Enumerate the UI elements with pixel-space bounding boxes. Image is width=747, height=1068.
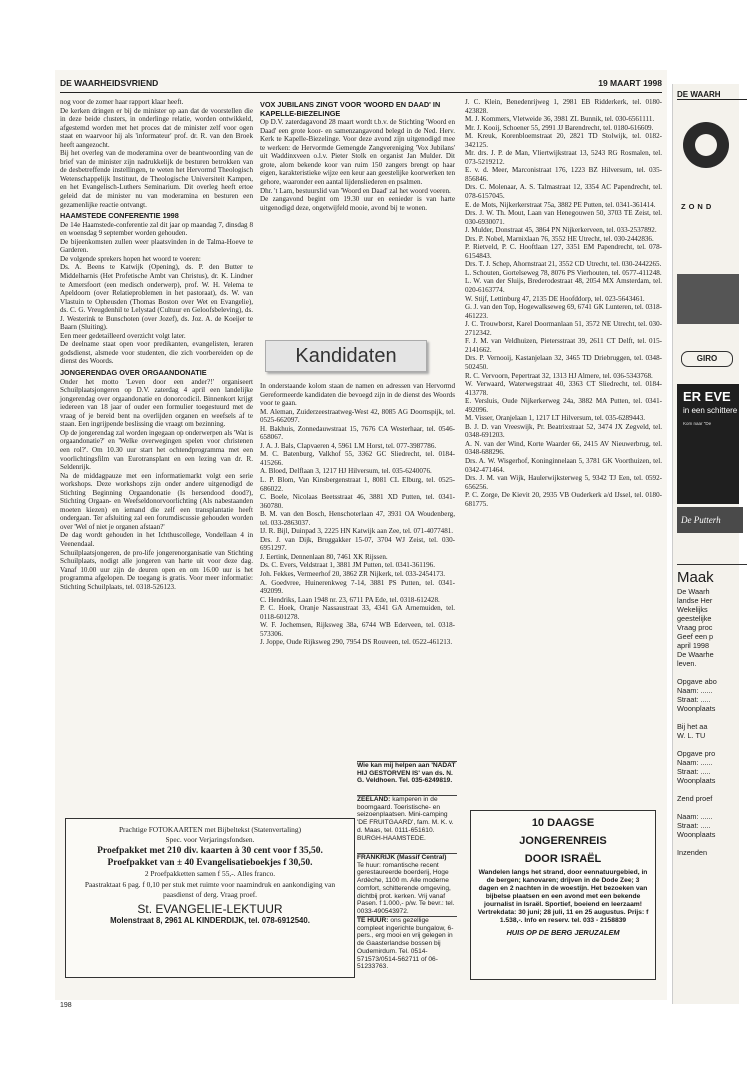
paragraph: Drs. T. J. Schep, Ahornstraat 21, 3552 CD Utrecht, tel. 030-2442265. bbox=[465, 260, 662, 269]
section-heading: HAAMSTEDE CONFERENTIE 1998 bbox=[60, 211, 179, 221]
text-line bbox=[677, 839, 747, 848]
promo-address: Molenstraat 8, 2961 AL KINDERDIJK, tel. 078-6912540. bbox=[110, 916, 310, 926]
next-page-ad-subtitle: in een schittere bbox=[683, 406, 738, 415]
paragraph: J. C. Trouwborst, Karel Doormanlaan 51, 3572 NE Utrecht, tel. 030-2712342. bbox=[465, 320, 662, 337]
paragraph: C. Hendriks, Laan 1948 nr. 23, 6711 PA Ede, tel. 0318-612428. bbox=[260, 595, 440, 604]
paragraph: Ds. C. Evers, Veldstraat 1, 3881 JM Putten, tel. 0341-361196. bbox=[260, 561, 435, 570]
paragraph: E. de Mots, Nijkerkerstraat 75a, 3882 PE Putten, tel. 0341-361414. bbox=[465, 200, 656, 209]
fotokaarten-ad bbox=[65, 818, 355, 978]
paragraph: E. Versluis, Oude Nijkerkerweg 24a, 3882 MA Putten, tel. 0341-492096. bbox=[465, 397, 662, 414]
ad-text: Te huur: romantische recent gerestaureerde boerderij, Hoge Ardèche, 1100 m. Alle moderne comfort, schitterende omgeving, dichtbij prot. kerken. Vrij vanaf Pasen. f 1.000,- p/w. Te bevr.: tel. 0033-490543972. bbox=[357, 861, 455, 915]
text-line: Naam: ...... bbox=[677, 812, 713, 821]
paragraph: nog voor de zomer haar rapport klaar heeft. bbox=[60, 98, 184, 106]
paragraph: L. W. van der Sluijs, Brederodestraat 48, 2054 MX Amsterdam, tel. 020-6163774. bbox=[465, 277, 662, 295]
text-line: Inzenden bbox=[677, 848, 708, 857]
page-number: 198 bbox=[60, 1002, 72, 1009]
kandidaten-list-b bbox=[465, 98, 662, 800]
text-line bbox=[677, 785, 747, 794]
paragraph: De deelname staat open voor predikanten, evangelisten, leraren godsdienst, alsmede voor studenten, die zich voorbereiden op de dienst des Woords. bbox=[60, 340, 253, 366]
paragraph: De zangavond begint om 19.30 uur en eenieder is van harte uitgenodigd deze, ongetwijfeld mooie, avond bij te wonen. bbox=[260, 195, 455, 212]
promo-line-3: Proefpakket met 210 div. kaarten à 30 cent voor f 35,50. bbox=[97, 846, 323, 857]
paragraph: In onderstaande kolom staan de namen en adressen van Hervormd Gereformeerde kandidaten die bevoegd zijn in de dienst des Woords voor te gaan. bbox=[260, 382, 455, 408]
paragraph: C. Boele, Nicolaas Beetsstraat 46, 3881 XD Putten, tel. 0341-360780. bbox=[260, 493, 455, 510]
paragraph: Drs. C. Molenaar, A. S. Talmastraat 12, 3354 AC Papendrecht, tel. 078-6157045. bbox=[465, 183, 662, 201]
maak-lines bbox=[677, 587, 747, 857]
paragraph: W. Stijf, Lettinburg 47, 2135 DE Hoofddorp, tel. 023-5643461. bbox=[465, 294, 645, 303]
ad-heading: TE HUUR: bbox=[357, 917, 389, 924]
paragraph: M. Aleman, Zuiderzeestraatweg-West 42, 8085 AG Doornspijk, tel. 0525-662097. bbox=[260, 407, 455, 425]
next-page-edge bbox=[672, 84, 739, 1004]
issue-date: 19 MAART 1998 bbox=[598, 78, 662, 88]
text-line: Woonplaats bbox=[677, 776, 716, 785]
tour-title-2: JONGERENREIS bbox=[519, 835, 607, 847]
paragraph: B. M. van den Bosch, Henschoterlaan 47, 3931 OA Woudenberg, tel. 033-2863037. bbox=[260, 510, 455, 527]
text-line: De Waarhe bbox=[677, 650, 714, 659]
paragraph: L. P. Blom, Van Kinsbergenstraat 1, 8081 CL Elburg, tel. 0525-686022. bbox=[260, 476, 455, 493]
paragraph: A. Bloed, Delflaan 3, 1217 HJ Hilversum, tel. 035-6240076. bbox=[260, 467, 432, 476]
paragraph: J. Eertink, Dennenlaan 80, 7461 XK Rijssen. bbox=[260, 552, 388, 561]
paragraph: Mr. drs. J. P. de Man, Vliertwijkstraat 13, 5243 RG Rosmalen, tel. 073-5219212. bbox=[465, 149, 662, 166]
paragraph: A. N. van der Wind, Korte Waarder 66, 2415 AV Nieuwerbrug, tel. 0348-688296. bbox=[465, 439, 662, 457]
paragraph: M. J. Kommers, Vletweide 36, 3981 ZL Bunnik, tel. 030-6561111. bbox=[465, 115, 655, 124]
classified-ad-zeeland bbox=[357, 795, 457, 846]
paragraph: Drs. J. W. Th. Mout, Laan van Henegouwen 50, 3703 TE Zeist, tel. 030-6930071. bbox=[465, 209, 662, 226]
text-line: Zend proef bbox=[677, 794, 713, 803]
paragraph: Op de jongerendag zal worden ingegaan op onderwerpen als 'Wat is orgaandonatie?' en 'Welke overwegingen spelen voor christenen een rol?'. Om 10.30 uur start het ochtendprogramma met een voorlichtingsfilm van Eurotransplant en een lezing van dr. R. Seldenrijk. bbox=[60, 428, 253, 472]
ad-text: kamperen in de boomgaard. Toeristische- en seizoenplaatsen. Mini-camping 'DE FRUITGAARD', fam. M. K. v. d. Maas, tel. 0111-651610. BURGH-HAAMSTEDE. bbox=[357, 796, 454, 842]
text-line: Geef een p bbox=[677, 632, 714, 641]
paragraph: M. Kreuk, Korenbloemstraat 20, 2821 TD Stolwijk, tel. 0182-342125. bbox=[465, 132, 662, 149]
text-line: geestelijke bbox=[677, 614, 712, 623]
next-page-header: DE WAARH bbox=[677, 90, 747, 100]
tour-organizer: HUIS OP DE BERG JERUZALEM bbox=[506, 928, 620, 937]
israel-tour-ad bbox=[470, 810, 656, 980]
paragraph: Drs. A. W. Wisgerhof, Koninginnelaan 5, 3781 GK Voorthuizen, tel. 0342-471464. bbox=[465, 456, 662, 474]
text-line bbox=[677, 803, 747, 812]
text-line bbox=[677, 668, 747, 677]
paragraph: M. Visser, Oranjelaan 1, 1217 LT Hilversum, tel. 035-6289443. bbox=[465, 414, 646, 423]
promo-line-4: Proefpakket van ± 40 Evangelisatieboekjes f 30,50. bbox=[107, 858, 313, 869]
text-line: Wekelijks bbox=[677, 605, 708, 614]
paragraph: W. F. Jochemsen, Rijksweg 38a, 6744 WB Ederveen, tel. 0318-573306. bbox=[260, 621, 455, 638]
text-line: Woonplaats bbox=[677, 704, 716, 713]
text-line: Opgave pro bbox=[677, 749, 716, 758]
paragraph: R. C. Vervoorn, Pepertraat 32, 1313 HJ Almere, tel. 036-5343768. bbox=[465, 371, 653, 380]
text-line bbox=[677, 713, 747, 722]
paragraph: Joh. Fekkes, Vermeerhof 20, 3862 ZR Nijkerk, tel. 033-2454173. bbox=[260, 570, 446, 579]
text-line: Opgave abo bbox=[677, 677, 717, 686]
paragraph: E. v. d. Meer, Marconistraat 176, 1223 BZ Hilversum, tel. 035-856846. bbox=[465, 166, 662, 183]
text-line: landse Her bbox=[677, 596, 713, 605]
promo-line-6: Paastraktaat 6 pag. f 0,10 per stuk met ruimte voor naamindruk en aankondiging van paasdienst of derg. Vraag proef. bbox=[84, 879, 336, 899]
paragraph: W. Verwaard, Waterwegstraat 40, 3363 CT Sliedrecht, tel. 0184-413778. bbox=[465, 380, 662, 397]
text-line: Vraag proc bbox=[677, 623, 713, 632]
paragraph: Drs. P. Vernooij, Kastanjelaan 32, 3465 TD Driebruggen, tel. 0348-502450. bbox=[465, 354, 662, 371]
text-line: W. L. TU bbox=[677, 731, 706, 740]
text-line: Straat: ..... bbox=[677, 767, 711, 776]
text-line bbox=[677, 740, 747, 749]
text-line: Woonplaats bbox=[677, 830, 716, 839]
paragraph: P. C. Hoek, Oranje Nassaustraat 33, 4341 GA Arnemuiden, tel. 0118-601278. bbox=[260, 604, 455, 621]
page-header bbox=[60, 78, 662, 93]
paragraph: Schuilplaatsjongeren, de pro-life jongerenorganisatie van Stichting Schuilplaats, nodigt alle jongeren van harte uit voor deze dag. Vanaf 10.00 uur zijn de deuren open en om 16.00 uur is het programma afgelopen. De toegang is gratis. Voor meer informatie: Stichting Schuilplaats, tel. 0318-526123. bbox=[60, 548, 253, 591]
promo-brand: St. EVANGELIE-LEKTUUR bbox=[137, 902, 283, 917]
paragraph: Een meer gedetailleerd overzicht volgt later. bbox=[60, 331, 186, 340]
tour-title-3: DOOR ISRAËL bbox=[524, 853, 602, 865]
paragraph: Ds. A. Beens te Katwijk (Opening), ds. P. den Butter te Middelharnis (Het Profetische Ambt van Christus), dr. K. Lindner te Amersfoort (een medisch onderwerp), prof. W. H. Velema te Apeldoorn (over Relatieproblemen in het pastoraat), ds. W. van Vlastuin te Opheusden (Thomas Boston over Wet en Evangelie), ds. C. G. Vreugdenhil te Lelystad (Cultuur en Geloofsbeleving), ds. J. Westerink te Bunschoten (over Jozef), ds. Joz. A. de Koeijer te Baarn (Sluiting). bbox=[60, 263, 253, 332]
paragraph: G. J. van den Top, Hogewalkseweg 69, 6741 GK Lunteren, tel. 0318-461223. bbox=[465, 303, 662, 320]
paragraph: F. J. M. van Veldhuizen, Pietersstraat 39, 2611 CT Delft, tel. 015-2141662. bbox=[465, 337, 662, 354]
next-page-ad bbox=[677, 384, 739, 504]
paragraph: L. Schouten, Gortelseweg 78, 8076 PS Vierhouten, tel. 0577-411248. bbox=[465, 268, 662, 277]
newspaper-page bbox=[55, 70, 667, 1009]
paragraph: J. Mulder, Donstraat 45, 3864 PN Nijkerkerveen, tel. 033-2537892. bbox=[465, 226, 657, 235]
section-heading: JONGERENDAG OVER ORGAANDONATIE bbox=[60, 368, 207, 377]
paragraph: H. Bakhuis, Zonnedauwstraat 15, 7676 CA Westerhaar, tel. 0546-658067. bbox=[260, 424, 455, 442]
paragraph: Onder het motto 'Leven door een ander?!' organiseert Schuilplaatsjongeren op D.V. zaterdag 4 april een landelijke jongerendag over orgaandonatie en donorcodicil. Binnenkort krijgt iedereen van 18 jaar of ouder een formulier toegestuurd met de vraag of je bereid bent na overlijden organen en weefsels af te staan. Een ingrijpende beslissing die vraagt om bezinning. bbox=[60, 377, 253, 429]
paragraph: Dhr. 't Lam, bestuurslid van 'Woord en Daad' zal het woord voeren. bbox=[260, 186, 451, 195]
paragraph: J. A. J. Bals, Clapvaeren 4, 5961 LM Horst, tel. 077-3987786. bbox=[260, 441, 437, 450]
promo-line-5: 2 Proefpakketten samen f 55,-. Alles franco. bbox=[144, 869, 276, 879]
paragraph: A. Goedvree, Huinerenkweg 7-14, 3881 PS Putten, tel. 0341-492099. bbox=[260, 578, 455, 596]
ad-heading: FRANKRIJK (Massif Central) bbox=[357, 854, 447, 861]
next-page-ad-text: Kom naar "De bbox=[683, 421, 712, 426]
classified-ad-frankrijk bbox=[357, 853, 457, 915]
paragraph: De kerken dringen er bij de minister op aan dat de voorstellen die in deze beide clusters, in onderlinge relatie, worden ontwikkeld, afgestemd worden met het proces dat de minister zelf voor ogen staat en waarvoor hij als 'informateur' prof. dr. R. van den Broek heeft aangezocht. bbox=[60, 106, 253, 149]
ad-heading: ZEELAND: bbox=[357, 796, 391, 803]
paragraph: P. Rietveld, P. C. Hooftlaan 127, 3351 EM Papendrecht, tel. 078-6154843. bbox=[465, 243, 662, 260]
text-line: Straat: ..... bbox=[677, 821, 711, 830]
paragraph: De dag wordt gehouden in het Ichthuscollege, Vondellaan 4 in Veenendaal. bbox=[60, 531, 253, 548]
paragraph: De volgende sprekers hopen het woord te voeren: bbox=[60, 254, 201, 263]
text-line: Bij het aa bbox=[677, 722, 708, 731]
tour-title-1: 10 DAAGSE bbox=[531, 817, 595, 829]
seal-logo-icon bbox=[683, 122, 729, 168]
next-page-photo bbox=[677, 274, 739, 324]
ad-text: Wie kan mij helpen aan 'NADAT HIJ GESTORVEN IS' van ds. N. G. Veldhoen. Tel. 035-6249819. bbox=[357, 762, 456, 785]
paragraph: Drs. P. Nobel, Marnixlaan 76, 3552 HE Utrecht, tel. 030-2442836. bbox=[465, 234, 654, 243]
paragraph: Drs. J. M. van Wijk, Haulerwijksterweg 5, 9342 TJ Een, tel. 0592-656256. bbox=[465, 474, 662, 491]
text-line: Straat: ..... bbox=[677, 695, 711, 704]
paragraph: Mr. J. Kooij, Schoener 55, 2991 JJ Barendrecht, tel. 0180-616609. bbox=[465, 123, 654, 132]
paragraph: Na de middagpauze met een informatiemarkt volgt een serie workshops. Deze workshops zijn onder andere uitgenodigd de Stichting Beginning Orgaandonatie (Is hersendood dood?), Stichting Orgaan- en Weefseldonorvoorlichting (Als nabestaanden moeten kiezen) en iemand die zelf een transplantatie heeft ondergaan. Ter afsluiting zal een forumdiscussie gehouden worden over 'Wel of niet je organen afstaan?' bbox=[60, 471, 253, 531]
tour-description: Wandelen langs het strand, door eennatuurgebied, in de bergen; kanovaren; drijven in de Dode Zee; 3 dagen en 2 nachten in de woestijn. Het bezoeken van bijbelse plaatsen en een avond met een bekende journalist in Israël. Sportief, boeiend en leerzaam! Vertrekdata: 30 juni; 28 juli, 11 en 25 augustus. Prijs: f 1.538,-. Info en reserv. tel. 033 - 2158839 bbox=[477, 869, 649, 924]
next-page-zond: ZOND bbox=[681, 202, 715, 211]
paragraph: Bij het overleg van de moderamina over de beantwoording van de brief van de minister zijn nadrukkelijk de besturen betrokken van de desbetreffende instellingen, te weten het Hervormd Theologisch Wetenschappelijk Instituut, de Theologische Universiteit Kampen, en het Evangelisch-Luthers Seminarium. Dit overleg heeft ertoe geleid dat de minister nu van moderamina en besturen een gezamenlijke reactie ontvangt. bbox=[60, 149, 253, 209]
text-line: april 1998 bbox=[677, 641, 710, 650]
section-heading: VOX JUBILANS ZINGT VOOR 'WOORD EN DAAD' IN KAPELLE-BIEZELINGE bbox=[260, 100, 441, 118]
paragraph: Op D.V. zaterdagavond 28 maart wordt t.b.v. de Stichting 'Woord en Daad' een grote koor- en samenzangavond belegd in de Ned. Herv. Kerk te Kapelle-Biezelinge. Voor deze avond zijn uitgenodigd mee te werken: de Hervormde Gemengde Zangvereniging 'Vox Jubilans' uit Waddinxveen o.l.v. Pieter Stolk en organist Jan Mulder. Dit grote, alom bekende koor van ruim 150 zangers brengt op haar eigen, karakteristieke wijze een keur aan geestelijke koorwerken ten gehore, waaronder een aantal lijdensliederen en psalmen. bbox=[260, 118, 455, 187]
paragraph: De 14e Haamstede-conferentie zal dit jaar op maandag 7, dinsdag 8 en woensdag 9 september worden gehouden. bbox=[60, 220, 253, 238]
promo-line-1: Prachtige FOTOKAARTEN met Bijbeltekst (Statenvertaling) bbox=[118, 825, 302, 834]
text-line: Naam: ...... bbox=[677, 686, 713, 695]
paragraph: M. C. Batenburg, Valkhof 55, 3362 GC Sliedrecht, tel. 0184-415266. bbox=[260, 450, 455, 467]
column-1 bbox=[60, 98, 253, 821]
next-page-giro: GIRO bbox=[681, 351, 733, 367]
paragraph: De bijeenkomsten zullen weer plaatsvinden in de Talma-Hoeve te Garderen. bbox=[60, 237, 253, 255]
kandidaten-heading: Kandidaten bbox=[265, 340, 427, 372]
paragraph: P. C. Zorge, De Kievit 20, 2935 VB Ouderkerk a/d IJssel, tel. 0180-681775. bbox=[465, 491, 662, 508]
kandidaten-list-a bbox=[260, 382, 455, 818]
promo-line-2: Spec. voor Verjaringsfondsen. bbox=[165, 835, 255, 845]
paragraph: IJ. R. Bijl, Duinpad 3, 2225 HN Katwijk aan Zee, tel. 071-4077481. bbox=[260, 527, 454, 536]
ad-text: ons gezellige compleet ingerichte bungalow, 6-pers., erg mooi en vrij gelegen in de Gaasterlandse bossen bij Oudemirdum. Tel. 0514-571573/0514-562711 of 06-51233763. bbox=[357, 917, 454, 971]
paragraph: Drs. J. van Dijk, Bruggakker 15-07, 3704 WJ Zeist, tel. 030-6951297. bbox=[260, 535, 455, 553]
text-line: Naam: ...... bbox=[677, 758, 713, 767]
paragraph: J. Joppe, Oude Rijksweg 290, 7954 DS Rouveen, tel. 0522-461213. bbox=[260, 638, 453, 647]
classified-ad-bungalow bbox=[357, 916, 457, 979]
next-page-banner: De Putterh bbox=[677, 507, 743, 533]
classified-ad-book bbox=[357, 761, 457, 784]
maak-title: Maak bbox=[677, 569, 714, 586]
paragraph: J. C. Klein, Benedenrijweg 1, 2981 EB Ridderkerk, tel. 0180-423828. bbox=[465, 98, 662, 115]
publication-name: DE WAARHEIDSVRIEND bbox=[60, 78, 159, 88]
next-page-maak-box bbox=[677, 564, 747, 965]
next-page-ad-title: ER EVE bbox=[683, 389, 731, 404]
text-line: De Waarh bbox=[677, 587, 710, 596]
paragraph: B. J. D. van Vreeswijk, Pr. Beatrixstraat 52, 3474 JX Zegveld, tel. 0348-691203. bbox=[465, 422, 662, 440]
text-line: leven. bbox=[677, 659, 697, 668]
